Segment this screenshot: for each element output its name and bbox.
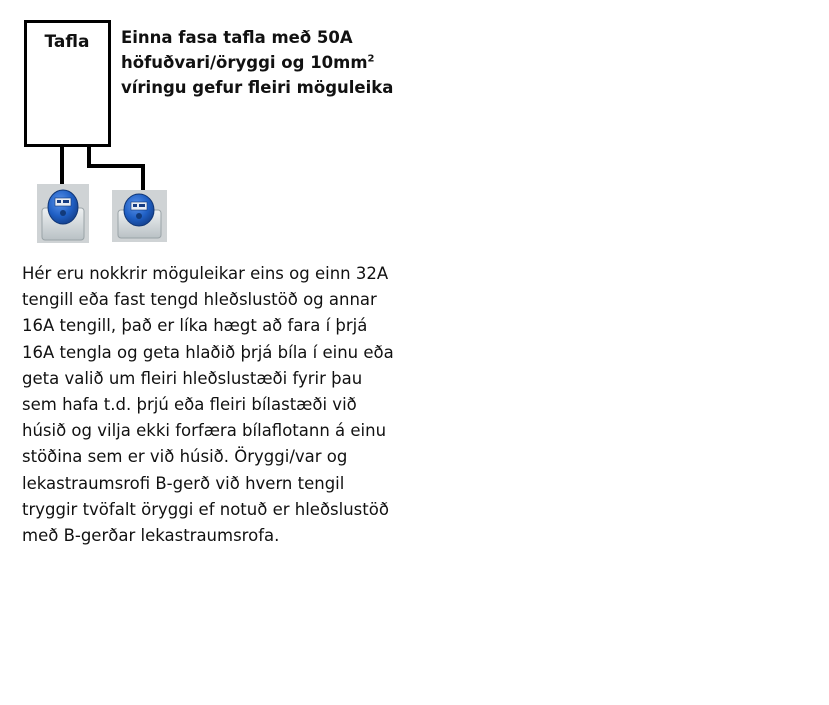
heading-line-2 xyxy=(121,50,441,75)
socket-photo-1 xyxy=(37,184,89,243)
description-line: sem hafa t.d. þrjú eða fleiri bílastæði við xyxy=(22,395,357,415)
socket-photo-2 xyxy=(112,190,167,242)
wire-to-socket-2 xyxy=(89,145,143,192)
description-line: Hér eru nokkrir möguleikar eins og einn 32A xyxy=(22,264,389,283)
description-line: stöðina sem er við húsið. Öryggi/var og xyxy=(22,447,348,467)
description-line: með B-gerðar lekastraumsrofa. xyxy=(22,526,280,546)
description-line: 16A tengla og geta hlaðið þrjá bíla í einu eða xyxy=(22,342,394,362)
panel-label: Tafla xyxy=(44,32,90,52)
heading-line-2-text: höfuðvari/öryggi og 10mm xyxy=(121,53,368,72)
heading-superscript: 2 xyxy=(367,53,375,65)
heading-line-1: Einna fasa tafla með 50A xyxy=(121,28,353,47)
description-line: húsið og vilja ekki forfæra bílaflotann á einu xyxy=(22,421,387,441)
heading-line-3: víringu gefur fleiri möguleika xyxy=(121,78,394,97)
blue-industrial-socket-icon xyxy=(48,190,78,224)
blue-industrial-socket-icon xyxy=(124,194,154,226)
description-line: tryggir tvöfalt öryggi ef notuð er hleðslustöð xyxy=(22,499,389,519)
diagram-heading xyxy=(121,25,441,100)
description-paragraph xyxy=(22,261,402,549)
description-line: tengill eða fast tengd hleðslustöð og annar xyxy=(22,290,377,310)
description-line: geta valið um fleiri hleðslustæði fyrir þau xyxy=(22,368,363,388)
description-line: lekastraumsrofi B-gerð við hvern tengil xyxy=(22,473,345,493)
description-line: 16A tengill, það er líka hægt að fara í þrjá xyxy=(22,316,368,336)
